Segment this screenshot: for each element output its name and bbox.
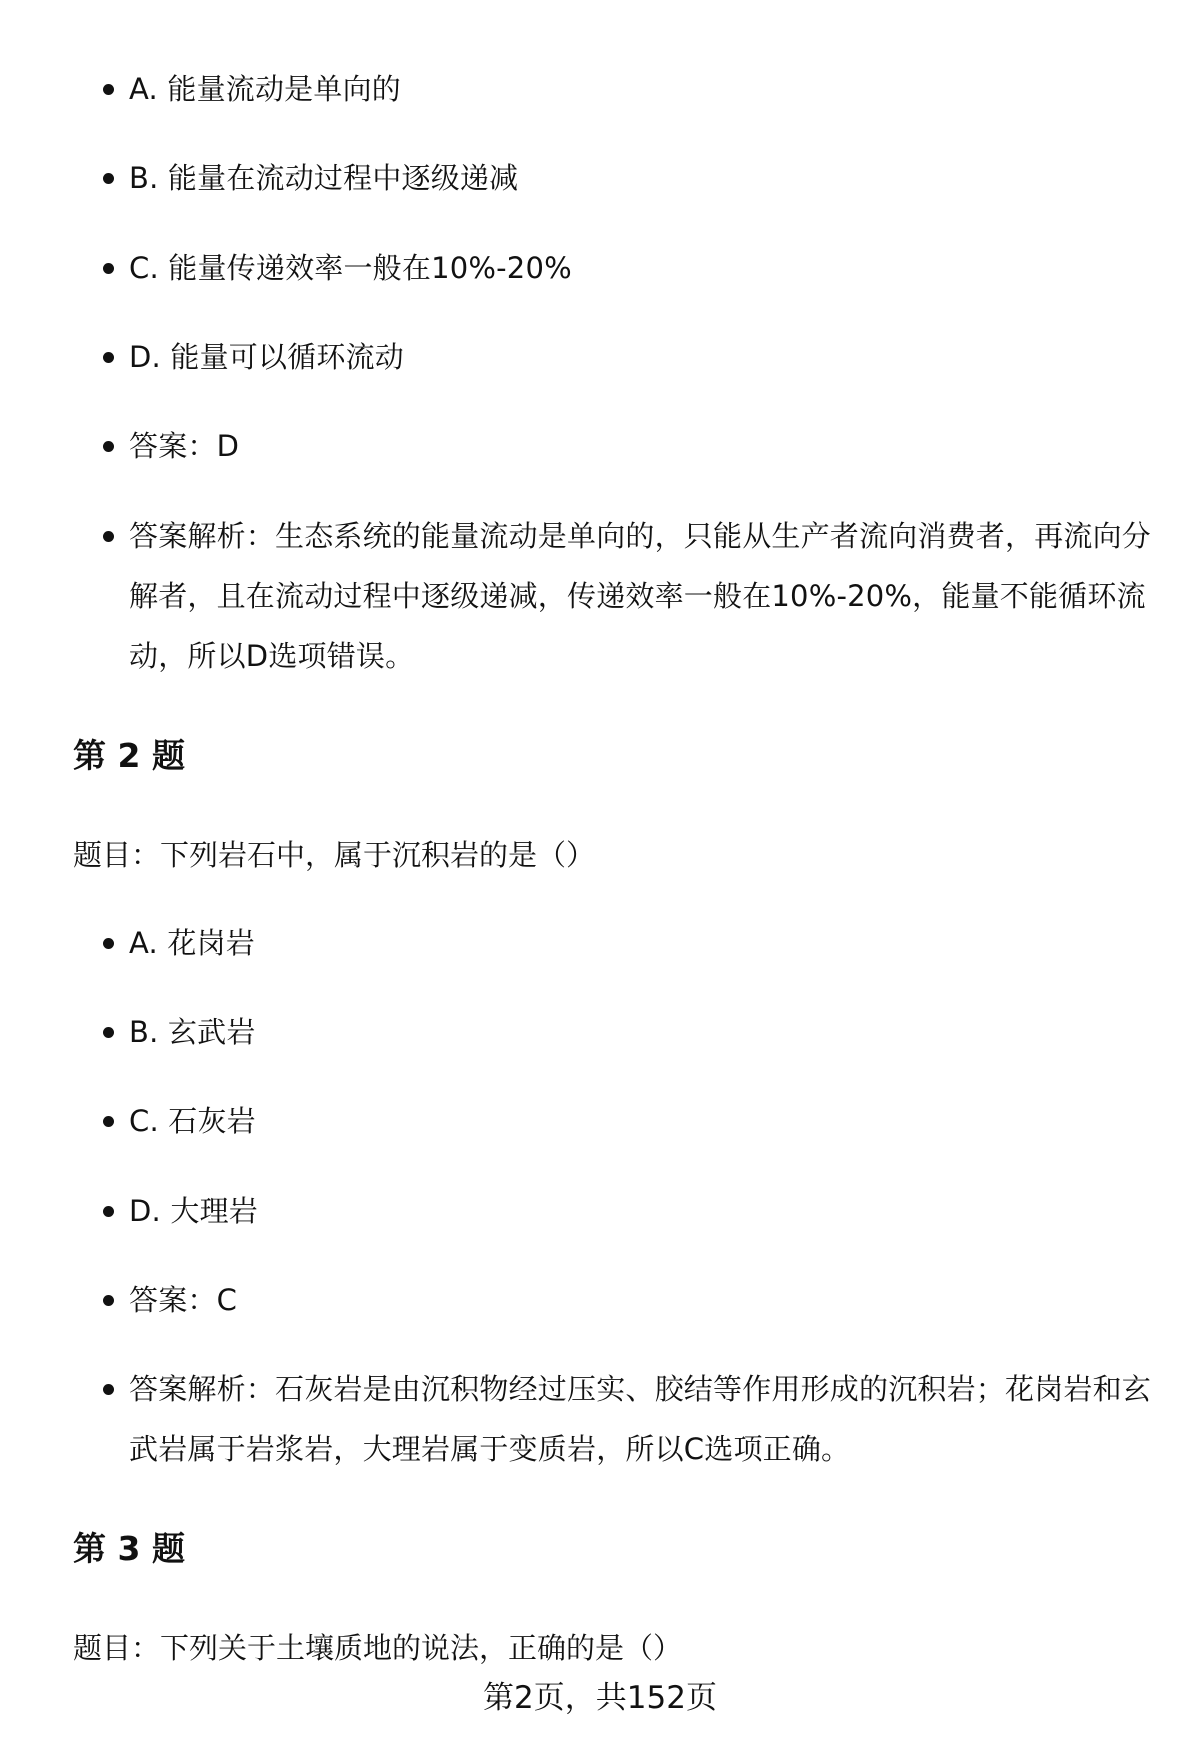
q1-option-a: A. 能量流动是单向的 [129, 59, 1169, 119]
q3-question: 题目：下列关于土壤质地的说法，正确的是（） [73, 1631, 683, 1665]
q3-heading: 第 3 题 [73, 1529, 185, 1568]
q1-option-b: B. 能量在流动过程中逐级递减 [129, 148, 1169, 208]
q2-option-d: D. 大理岩 [129, 1181, 1169, 1241]
q2-explanation: 答案解析：石灰岩是由沉积物经过压实、胶结等作用形成的沉积岩；花岗岩和玄武岩属于岩浆岩，大理岩属于变质岩，所以C选项正确。 [129, 1359, 1169, 1479]
q2-option-b: B. 玄武岩 [129, 1002, 1169, 1062]
q1-option-c: C. 能量传递效率一般在10%-20% [129, 238, 1169, 298]
q2-answer: 答案：C [129, 1270, 1169, 1330]
page-number-footer: 第2页，共152页 [483, 1680, 717, 1716]
q2-heading: 第 2 题 [73, 736, 185, 775]
q2-option-c: C. 石灰岩 [129, 1091, 1169, 1151]
q2-option-a: A. 花岗岩 [129, 913, 1169, 973]
q1-answer: 答案：D [129, 416, 1169, 476]
q2-question: 题目：下列岩石中，属于沉积岩的是（） [73, 838, 596, 872]
q1-option-d: D. 能量可以循环流动 [129, 327, 1169, 387]
q1-explanation: 答案解析：生态系统的能量流动是单向的，只能从生产者流向消费者，再流向分解者，且在流动过程中逐级递减，传递效率一般在10%-20%，能量不能循环流动，所以D选项错误。 [129, 506, 1169, 686]
